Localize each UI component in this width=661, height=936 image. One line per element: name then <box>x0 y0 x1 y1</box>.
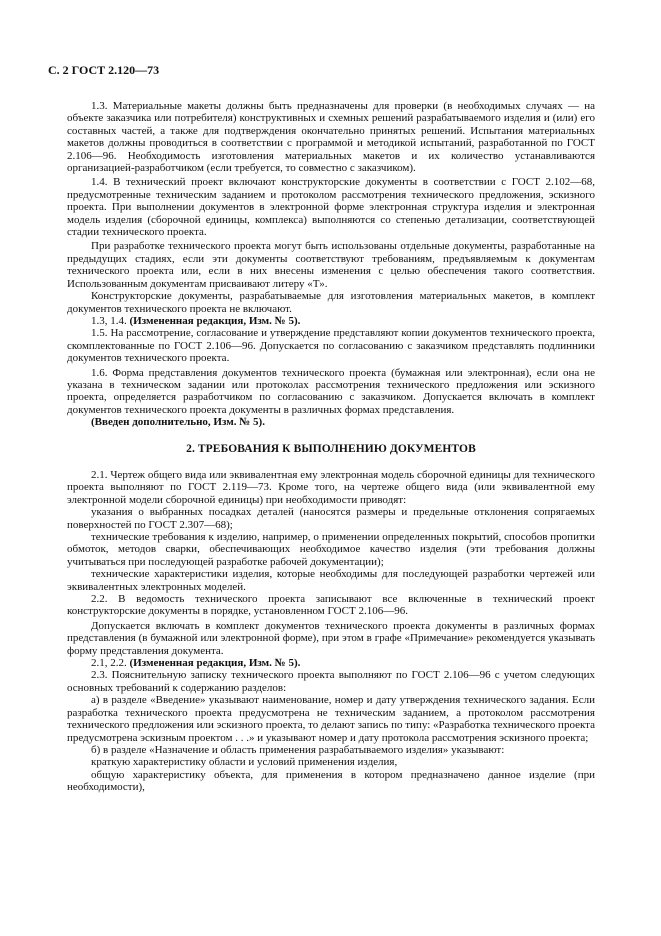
paragraph-1-5: 1.5. На рассмотрение, согласование и утверждение представляют копии документов технического проекта, скомплектованные по ГОСТ 2.106—96. Допускается по согласованию с заказчиком представлять подлинники документов технического проекта. <box>67 327 595 365</box>
paragraph-intro-section: а) в разделе «Введение» указывают наименование, номер и дату утверждения технического задания. Если разработка технического проекта предусмотрена не техническим заданием, а протоколом рассмотрения технического предложения или эскизного проекта, то делают запись по типу: «Разработка технического проекта предусмотрена эскизным проектом . . .» и указывают номер и дату протокола рассмотрения эскизного проекта; <box>67 694 595 744</box>
amendment-ref: 1.3, 1.4. <box>91 314 130 327</box>
paragraph-forms: Допускается включать в комплект документов технического проекта документы в различных формах представления (в бумажной или электронной форме), при этом в графе «Примечание» рекомендуется указывать форму представления документа. <box>67 619 595 657</box>
added-note: (Введен дополнительно, Изм. № 5). <box>91 416 265 429</box>
paragraph-brief-characteristic: краткую характеристику области и условий применения изделия, <box>91 756 398 769</box>
paragraph-added-note <box>67 416 595 428</box>
paragraph-2-1: 2.1. Чертеж общего вида или эквивалентная ему электронная модель сборочной единицы для технического проекта выполняют по ГОСТ 2.119—73. Кроме того, на чертеже общего вида (или эквивалентной ему электронной модели сборочной единицы) при необходимости приводят: <box>67 468 595 506</box>
amendment-ref-2: 2.1, 2.2. <box>91 657 130 670</box>
section-title: 2. ТРЕБОВАНИЯ К ВЫПОЛНЕНИЮ ДОКУМЕНТОВ <box>186 442 476 455</box>
paragraph-amendment-2 <box>67 657 595 669</box>
paragraph-general-characteristic: общую характеристику объекта, для применения в котором предназначено данное изделие (при необходимости), <box>67 768 595 794</box>
paragraph-1-3: 1.3. Материальные макеты должны быть предназначены для проверки (в необходимых случаях — на объекте заказчика или потребителя) конструктивных и схемных решений разрабатываемого изделия и (или) его составных частей, а также для подтверждения окончательно принятых решений. Испытания материальных макетов должны проводиться в соответствии с программой и методикой испытаний, разработанной по ГОСТ 2.106—96. Необходимость изготовления материальных макетов и их количество устанавливаются организацией-разработчиком (если требуется, то совместно с заказчиком). <box>67 100 595 175</box>
amendment-note-2: (Измененная редакция, Изм. № 5). <box>129 657 301 670</box>
paragraph-1-4: 1.4. В технический проект включают конструкторские документы в соответствии с ГОСТ 2.102—68, предусмотренные техническим заданием и протоколом рассмотрения технического предложения, эскизного проекта. При выполнении документов в электронной форме электронная структура изделия и электронная модель изделия (сборочной единицы, комплекса) выполняются со степенью детализации, соответствующей стадии технического проекта. <box>67 176 595 239</box>
paragraph-tech-requirements: технические требования к изделию, например, о применении определенных покрытий, способов пропитки обмоток, методов сварки, обеспечивающих необходимое качество изделия (эти требования должны учитываться при последующей разработке рабочей документации); <box>67 531 595 568</box>
paragraph-prior-docs: При разработке технического проекта могут быть использованы отдельные документы, разработанные на предыдущих стадиях, если эти документы соответствуют требованиям, предъявляемым к документам технического проекта или, если в них внесены изменения с целью обеспечения такого соответствия. Использованным документам присваивают литеру «Т». <box>67 240 595 290</box>
page-header: С. 2 ГОСТ 2.120—73 <box>48 63 160 77</box>
paragraph-purpose-section: б) в разделе «Назначение и область применения разрабатываемого изделия» указывают: <box>91 743 505 756</box>
paragraph-amendment-1 <box>67 315 595 327</box>
amendment-note: (Измененная редакция, Изм. № 5). <box>129 314 301 327</box>
paragraph-1-6: 1.6. Форма представления документов технического проекта (бумажная или электронная), если она не указана в техническом задании или протоколах рассмотрения технического предложения или эскизного проекта, определяется разработчиком по согласованию с заказчиком. Допускается включать в комплект документов технического проекта документы в различных формах представления. <box>67 366 595 416</box>
document-body <box>67 100 595 794</box>
paragraph-tech-characteristics: технические характеристики изделия, которые необходимы для последующей разработки чертежей или эквивалентных электронных моделей. <box>67 568 595 593</box>
paragraph-mockup-docs: Конструкторские документы, разрабатываемые для изготовления материальных макетов, в комплект документов технического проекта не включают. <box>67 290 595 315</box>
paragraph-fits: указания о выбранных посадках деталей (наносятся размеры и предельные отклонения сопрягаемых поверхностей по ГОСТ 2.307—68); <box>67 506 595 531</box>
paragraph-2-3: 2.3. Пояснительную записку технического проекта выполняют по ГОСТ 2.106—96 с учетом следующих основных требований к содержанию разделов: <box>67 669 595 694</box>
paragraph-2-2: 2.2. В ведомость технического проекта записывают все включенные в технический проект конструкторские документы в порядке, установленном ГОСТ 2.106—96. <box>67 593 595 618</box>
